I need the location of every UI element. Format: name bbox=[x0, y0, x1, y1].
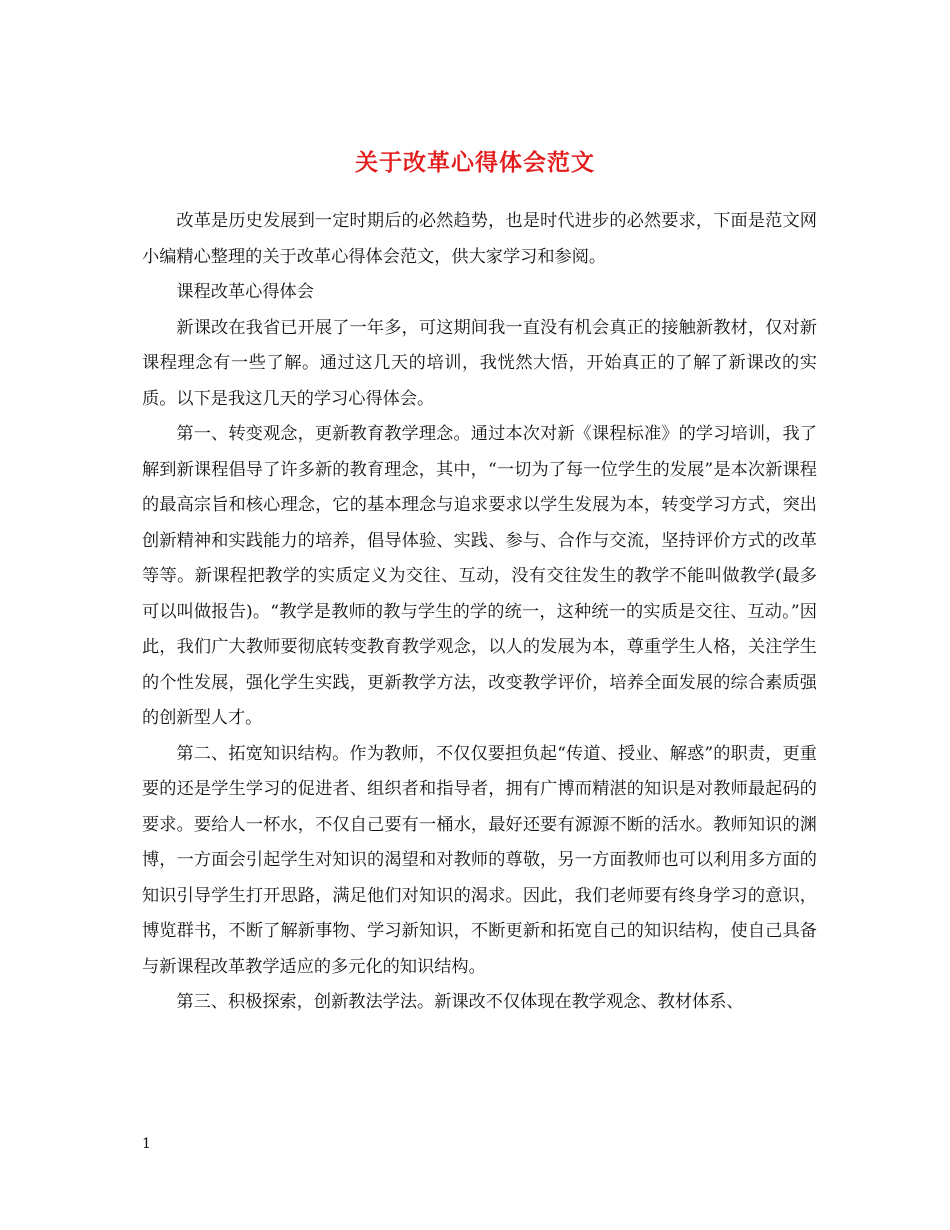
document-title: 关于改革心得体会范文 bbox=[355, 149, 595, 177]
paragraph-intro: 改革是历史发展到一定时期后的必然趋势，也是时代进步的必然要求，下面是范文网小编精心整理的关于改革心得体会范文，供大家学习和参阅。 bbox=[142, 211, 817, 267]
paragraph-point-three: 第三、积极探索，创新教法学法。新课改不仅体现在教学观念、教材体系、 bbox=[176, 992, 744, 1012]
document-body bbox=[142, 204, 817, 1021]
paragraph-point-one: 第一、转变观念，更新教育教学理念。通过本次对新《课程标准》的学习培训，我了解到新课程倡导了许多新的教育理念，其中，“一切为了每一位学生的发展”是本次新课程的最高宗旨和核心理念，它的基本理念与追求要求以学生发展为本，转变学习方式，突出创新精神和实践能力的培养，倡导体验、实践、参与、合作与交流，坚持评价方式的改革等等。新课程把教学的实质定义为交往、互动，没有交往发生的教学不能叫做教学(最多可以叫做报告)。“教学是教师的教与学生的学的统一，这种统一的实质是交往、互动。”因此，我们广大教师要彻底转变教育教学观念，以人的发展为本，尊重学生人格，关注学生的个性发展，强化学生实践，更新教学方法，改变教学评价，培养全面发展的综合素质强的创新型人才。 bbox=[142, 424, 817, 728]
paragraph-opening: 新课改在我省已开展了一年多，可这期间我一直没有机会真正的接触新教材，仅对新课程理念有一些了解。通过这几天的培训，我恍然大悟，开始真正的了解了新课改的实质。以下是我这几天的学习心得体会。 bbox=[142, 317, 817, 409]
paragraph-point-two: 第二、拓宽知识结构。作为教师，不仅仅要担负起“传道、授业、解惑”的职责，更重要的还是学生学习的促进者、组织者和指导者，拥有广博而精湛的知识是对教师最起码的要求。要给人一杯水，不仅自己要有一桶水，最好还要有源源不断的活水。教师知识的渊博，一方面会引起学生对知识的渴望和对教师的尊敬，另一方面教师也可以利用多方面的知识引导学生打开思路，满足他们对知识的渴求。因此，我们老师要有终身学习的意识，博览群书，不断了解新事物、学习新知识，不断更新和拓宽自己的知识结构，使自己具备与新课程改革教学适应的多元化的知识结构。 bbox=[142, 743, 817, 977]
section-heading: 课程改革心得体会 bbox=[176, 282, 314, 302]
page-number: 1 bbox=[142, 1136, 151, 1152]
